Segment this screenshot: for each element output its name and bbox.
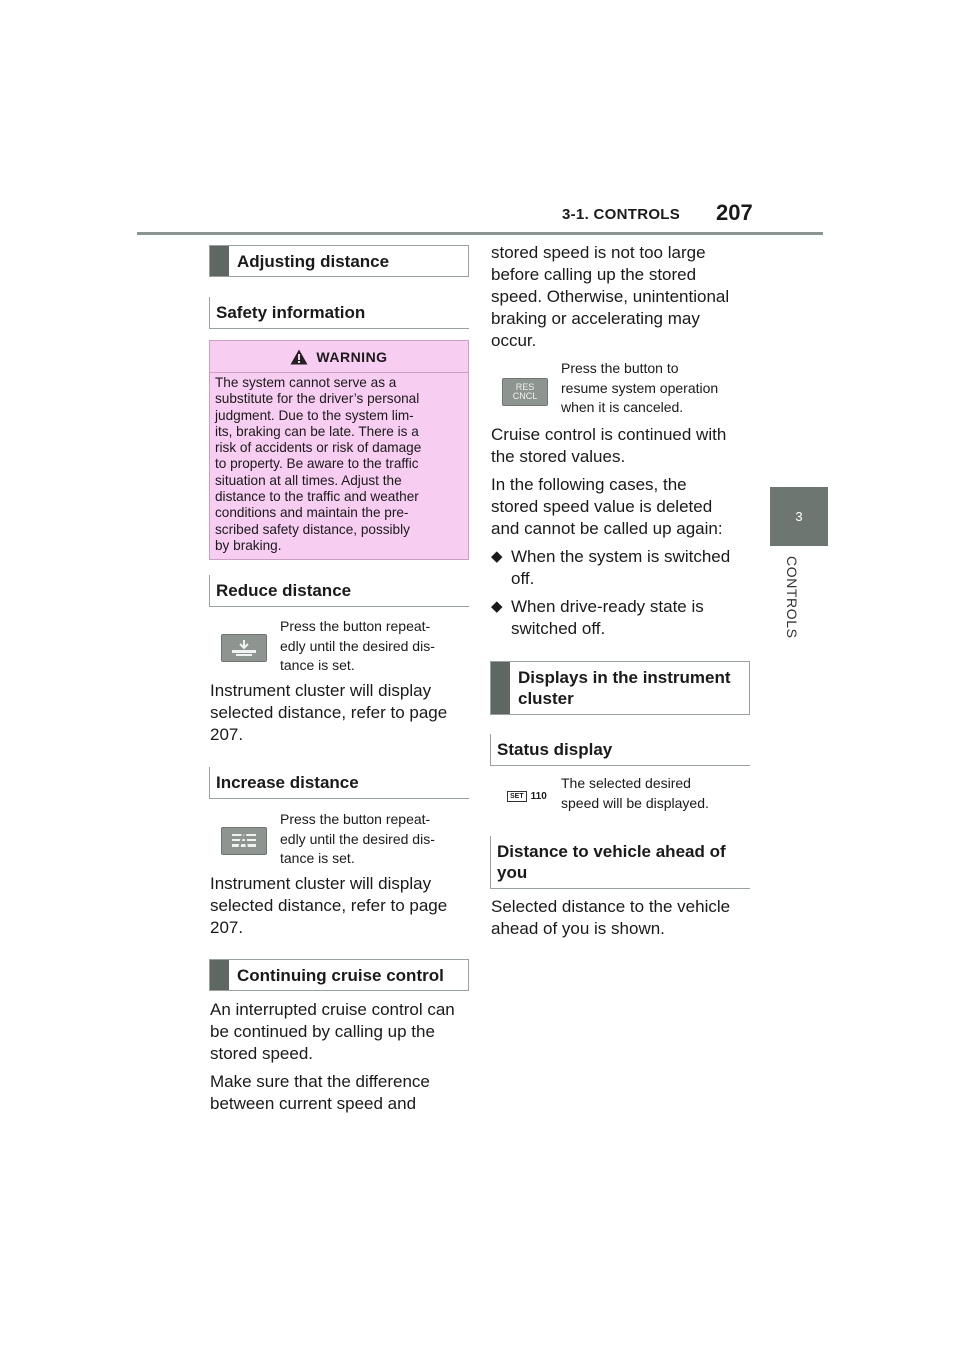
continued-paragraph: Cruise control is continued with the stored values. bbox=[491, 425, 727, 466]
list-item: ◆ When the system is switched off. bbox=[491, 547, 731, 588]
reduce-distance-description: Press the button repeat- edly until the desired dis- tance is set. bbox=[280, 618, 435, 673]
reduce-distance-button-icon bbox=[221, 634, 267, 662]
continuing-paragraph-2: Make sure that the difference between current speed and bbox=[210, 1072, 430, 1113]
status-display-icon bbox=[507, 791, 547, 802]
subheading-safety-information: Safety information bbox=[209, 297, 469, 329]
warning-text: The system cannot serve as a substitute for the driver’s personal judgment. Due to the system lim- its, braking can be late. There is a risk of accidents or risk of damage to property. Be aware to the traffic situation at all times. Adjust the distance to the traffic and weather conditions and maintain the pre- scribed safety distance, possibly by braking. bbox=[215, 375, 422, 553]
warning-title: WARNING bbox=[316, 348, 388, 365]
cases-paragraph: In the following cases, the stored speed value is deleted and cannot be called up again: bbox=[491, 475, 723, 538]
bullet-icon: ◆ bbox=[491, 548, 503, 565]
status-display-description: The selected desired speed will be displayed. bbox=[561, 775, 709, 811]
res-cncl-description: Press the button to resume system operation when it is canceled. bbox=[561, 360, 719, 415]
distance-reduce-icon bbox=[229, 639, 259, 657]
chapter-tab bbox=[770, 487, 828, 546]
distance-paragraph: Selected distance to the vehicle ahead of you is shown. bbox=[491, 897, 731, 938]
subheading-increase-distance: Increase distance bbox=[209, 767, 469, 799]
warning-triangle-icon bbox=[290, 349, 308, 365]
set-label: SET bbox=[507, 791, 527, 802]
reduce-distance-note: Instrument cluster will display selected distance, refer to page 207. bbox=[210, 681, 448, 744]
distance-increase-icon bbox=[229, 832, 259, 850]
warning-box bbox=[209, 340, 469, 560]
header-rule bbox=[137, 232, 823, 235]
set-speed-value: 110 bbox=[530, 791, 547, 802]
section-heading-continuing-cruise-control: Continuing cruise control bbox=[209, 959, 469, 991]
subheading-status-display: Status display bbox=[490, 734, 750, 766]
list-item: ◆ When drive-ready state is switched off. bbox=[491, 597, 704, 638]
page-number: 207 bbox=[716, 200, 753, 225]
continuing-paragraph-1: An interrupted cruise control can be continued by calling up the stored speed. bbox=[210, 1000, 455, 1063]
section-heading-displays-instrument-cluster: Displays in the instrument cluster bbox=[490, 661, 750, 715]
increase-distance-note: Instrument cluster will display selected distance, refer to page 207. bbox=[210, 874, 448, 937]
increase-distance-description: Press the button repeat- edly until the desired dis- tance is set. bbox=[280, 811, 435, 866]
chapter-tab-label: CONTROLS bbox=[784, 556, 800, 639]
bullet-icon: ◆ bbox=[491, 598, 503, 615]
increase-distance-button-icon bbox=[221, 827, 267, 855]
section-heading-adjusting-distance: Adjusting distance bbox=[209, 245, 469, 277]
continuing-paragraph-2-cont: stored speed is not too large before calling up the stored speed. Otherwise, unintentional braking or accelerating may occur. bbox=[491, 243, 730, 350]
subheading-distance-to-vehicle: Distance to vehicle ahead of you bbox=[490, 836, 750, 889]
header-section-title: 3-1. CONTROLS bbox=[562, 206, 681, 223]
subheading-reduce-distance: Reduce distance bbox=[209, 575, 469, 607]
chapter-number: 3 bbox=[795, 509, 803, 524]
res-cncl-button-icon: RES CNCL bbox=[502, 378, 548, 406]
